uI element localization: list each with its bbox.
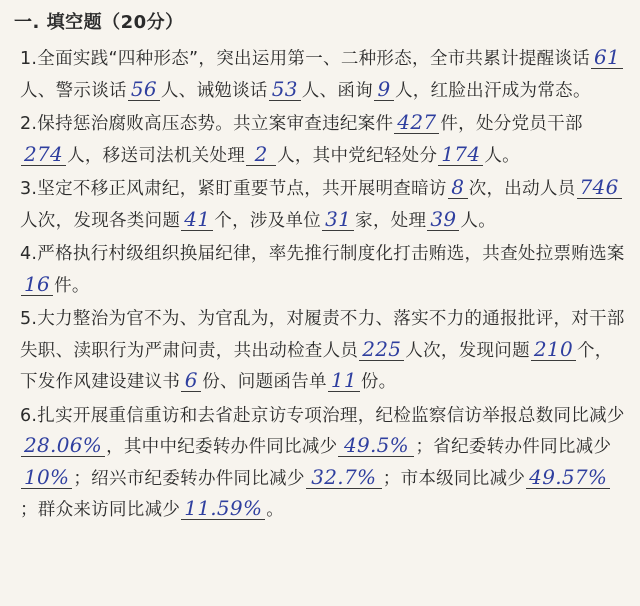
answer-blank: 31 bbox=[322, 208, 354, 231]
answer-blank: 210 bbox=[531, 338, 576, 361]
question-segment: 人次，发现各类问题 bbox=[20, 210, 181, 231]
answer-blank: 11.59% bbox=[181, 497, 265, 520]
answer-blank: 225 bbox=[359, 338, 404, 361]
section-title: 一. 填空题（20分） bbox=[14, 12, 184, 33]
question-segment: 件，处分党员干部 bbox=[440, 114, 583, 134]
question-segment: 人、警示谈话 bbox=[20, 80, 127, 101]
question-segment: ；市本级同比减少 bbox=[382, 468, 526, 489]
answer-blank: 49.57% bbox=[526, 466, 610, 489]
question-segment: 2.保持惩治腐败高压态势。共立案审查违纪案件 bbox=[20, 114, 394, 134]
answer-blank: 61 bbox=[591, 46, 623, 69]
question-5 bbox=[20, 304, 626, 399]
answer-blank: 41 bbox=[181, 208, 213, 231]
answer-blank: 6 bbox=[181, 369, 201, 392]
question-segment: 5.大力整治为官不为、为官乱为，对履责不力、落实不力的通报批评，对干部失职、渎职行为严肃问责，共出动检查人员 bbox=[20, 309, 625, 361]
answer-blank: 53 bbox=[269, 78, 301, 101]
question-segment: 。 bbox=[266, 500, 285, 520]
question-segment: 人。 bbox=[460, 210, 497, 231]
question-text bbox=[20, 401, 626, 527]
answer-blank: 10% bbox=[21, 466, 72, 489]
question-segment: 6.扎实开展重信重访和去省赴京访专项治理，纪检监察信访举报总数同比减少 bbox=[20, 405, 625, 426]
question-text bbox=[20, 304, 626, 399]
question-segment: 3.坚定不移正风肃纪，紧盯重要节点，共开展明查暗访 bbox=[20, 179, 447, 199]
answer-blank: 11 bbox=[328, 369, 360, 392]
question-segment: 家，处理 bbox=[355, 210, 427, 231]
answer-blank: 16 bbox=[21, 273, 53, 296]
answer-blank: 39 bbox=[427, 208, 459, 231]
question-text bbox=[20, 239, 626, 302]
question-segment: ；群众来访同比减少 bbox=[20, 500, 181, 520]
answer-blank: 2 bbox=[246, 143, 276, 166]
question-segment: 个，涉及单位 bbox=[214, 210, 322, 231]
question-segment: 人。 bbox=[484, 145, 520, 166]
answer-blank: 49.5% bbox=[338, 434, 414, 457]
question-segment: 人，移送司法机关处理 bbox=[67, 145, 246, 166]
answer-blank: 174 bbox=[438, 143, 483, 166]
answer-blank: 746 bbox=[577, 176, 622, 199]
answer-blank: 274 bbox=[21, 143, 66, 166]
question-2 bbox=[20, 109, 626, 172]
question-segment: 4.严格执行村级组织换届纪律，率先推行制度化打击贿选，共查处拉票贿选案 bbox=[20, 244, 625, 264]
answer-blank: 8 bbox=[448, 176, 468, 199]
question-segment: 人次，发现问题 bbox=[405, 340, 530, 361]
question-segment: 人、诫勉谈话 bbox=[160, 80, 268, 101]
question-segment: 人、函询 bbox=[301, 80, 373, 101]
question-4 bbox=[20, 239, 626, 302]
question-segment: 1.全面实践“四种形态”，突出运用第一、二种形态，全市共累计提醒谈话 bbox=[20, 49, 591, 69]
question-segment: 人，其中党纪轻处分 bbox=[277, 145, 438, 166]
question-segment: 个，下发作风建设建议书 bbox=[20, 340, 613, 392]
question-6 bbox=[20, 401, 626, 527]
question-text bbox=[20, 174, 626, 237]
answer-blank: 56 bbox=[128, 78, 160, 101]
question-text bbox=[20, 44, 626, 107]
answer-blank: 427 bbox=[394, 111, 439, 134]
question-segment: ；省纪委转办件同比减少 bbox=[415, 437, 612, 457]
question-segment: 份。 bbox=[360, 372, 397, 392]
question-3 bbox=[20, 174, 626, 237]
question-segment: 次，出动人员 bbox=[468, 179, 576, 199]
answer-blank: 32.7% bbox=[306, 466, 382, 489]
question-segment: ；绍兴市纪委转办件同比减少 bbox=[73, 468, 305, 489]
question-segment: 件。 bbox=[54, 275, 90, 296]
question-segment: ，其中中纪委转办件同比减少 bbox=[106, 437, 338, 457]
answer-blank: 28.06% bbox=[21, 434, 105, 457]
answer-blank: 9 bbox=[374, 78, 394, 101]
question-text bbox=[20, 109, 626, 172]
question-1 bbox=[20, 44, 626, 107]
question-segment: 份、问题函告单 bbox=[202, 372, 327, 392]
question-segment: 人，红脸出汗成为常态。 bbox=[394, 80, 591, 101]
